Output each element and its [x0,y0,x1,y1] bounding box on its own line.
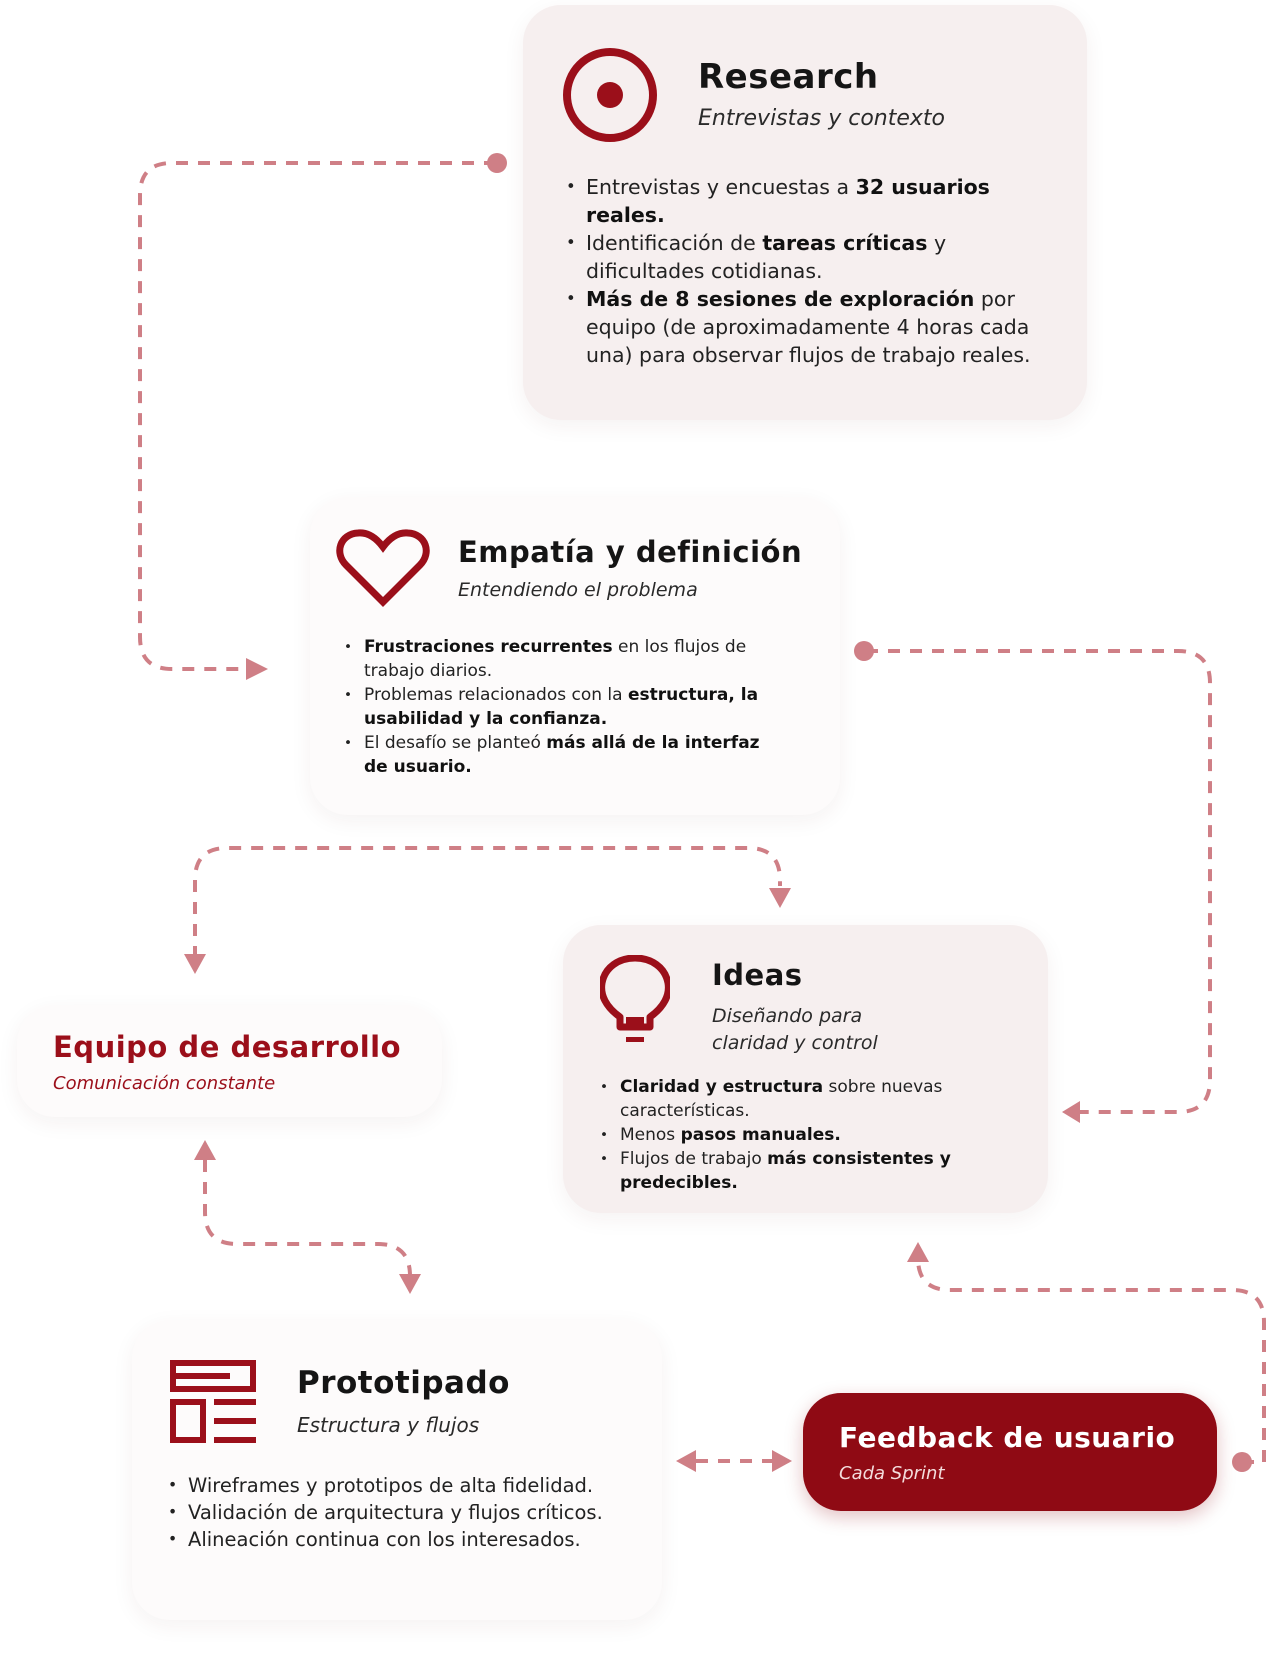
bullet-item [600,1075,1000,1123]
bullet-item [344,731,774,779]
empatia-title: Empatía y definición [458,535,803,569]
arrowhead-equipo-top [184,954,206,974]
bullet-item [168,1526,638,1553]
arrowhead-prototipado-top [399,1274,421,1294]
research-subtitle: Entrevistas y contexto [698,106,945,131]
bullet-text: Alineación continua con los interesados. [188,1528,581,1551]
arrowhead-feedback-left [772,1450,792,1472]
prototipado-subtitle: Estructura y flujos [297,1413,480,1437]
bullet-item [600,1147,1000,1195]
feedback-card [803,1393,1217,1511]
research-card [523,5,1087,420]
equipo-title: Equipo de desarrollo [53,1030,402,1064]
bullet-emphasis-text: Claridad y estructura [620,1077,824,1097]
bullet-emphasis-text: más consistentes y predecibles. [620,1149,951,1193]
arrowhead-equipo-bottom [194,1140,216,1160]
bullet-item [600,1123,1000,1147]
prototipado-bullets [168,1472,638,1553]
feedback-subtitle: Cada Sprint [839,1463,945,1484]
arrowhead-ideas-top [769,888,791,908]
connector-dot-empatia [854,641,874,661]
arrowhead-prototipado-right [676,1450,696,1472]
equipo-subtitle: Comunicación constante [53,1073,276,1094]
research-bullets [566,173,1066,369]
ideas-title: Ideas [712,958,803,992]
empatia-bullets [344,635,774,779]
bullet-emphasis-text: 32 usuarios reales. [586,175,990,227]
bullet-item [344,683,774,731]
bullet-item [344,635,774,683]
bullet-text: Menos [620,1125,681,1145]
bullet-text: Validación de arquitectura y flujos críticos. [188,1501,603,1524]
equipo-card [17,1005,442,1117]
bullet-text: Identificación de [586,231,763,255]
feedback-title: Feedback de usuario [839,1421,1176,1454]
bullet-text: Flujos de trabajo [620,1149,768,1169]
empatia-card [310,497,840,815]
arrowhead-empatia [246,658,268,680]
bullet-item [566,229,1066,285]
bullet-item [566,173,1066,229]
prototipado-card [132,1320,662,1620]
bullet-emphasis-text: más allá de la interfaz de usuario. [364,733,760,777]
bullet-text: Entrevistas y encuestas a [586,175,856,199]
bullet-emphasis-text: Frustraciones recurrentes [364,637,613,657]
ideas-bullets [600,1075,1000,1195]
connector-dot-research [487,153,507,173]
empatia-subtitle: Entendiendo el problema [458,579,698,601]
bullet-text: por equipo (de aproximadamente 4 horas cada una) para observar flujos de trabajo reales. [586,287,1031,367]
prototipado-title: Prototipado [297,1365,510,1401]
connector-equipo-prototipado [205,1160,410,1276]
arrowhead-ideas-bottom [907,1242,929,1262]
arrowhead-ideas-right [1062,1101,1080,1123]
bullet-text: sobre nuevas características. [620,1077,943,1121]
bullet-text: Wireframes y prototipos de alta fidelidad. [188,1474,594,1497]
bullet-text: y dificultades cotidianas. [586,231,947,283]
bullet-item [168,1472,638,1499]
connector-dot-feedback [1232,1452,1252,1472]
bullet-emphasis-text: pasos manuales. [680,1125,841,1145]
ideas-card [563,925,1048,1213]
bullet-text: en los flujos de trabajo diarios. [364,637,747,681]
bullet-item [168,1499,638,1526]
wireframe-layout-icon [170,1360,256,1444]
research-title: Research [698,57,879,97]
bullet-emphasis-text: Más de 8 sesiones de exploración [586,287,975,311]
bullet-text: El desafío se planteó [364,733,547,753]
ideas-subtitle: Diseñando para claridad y control [712,1005,878,1054]
bullet-emphasis-text: estructura, la usabilidad y la confianza. [364,685,759,729]
lightbulb-icon [600,955,670,1047]
bullet-emphasis-text: tareas críticas [762,231,928,255]
bullet-text: Problemas relacionados con la [364,685,628,705]
bullet-item [566,285,1066,369]
target-icon [560,45,660,145]
heart-icon [336,528,430,608]
